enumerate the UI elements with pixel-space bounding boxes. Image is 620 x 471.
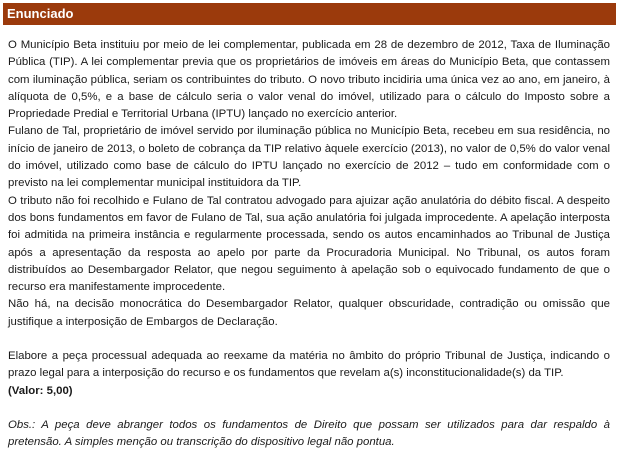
paragraph-2: Fulano de Tal, proprietário de imóvel servido por iluminação pública no Município Beta, recebeu em sua residência, no início de janeiro de 2013, o boleto de cobrança da TIP relativo àquele exercício (2013), no valor de 0,5% do valor venal do imóvel, utilizado como base de cálculo do IPTU lançado no exercício de 2012 – tudo em conformidade com o previsto na lei complementar municipal instituidora da TIP. (8, 125, 610, 190)
spacer (8, 400, 610, 417)
paragraph-3: O tributo não foi recolhido e Fulano de Tal contratou advogado para ajuizar ação anulatória do débito fiscal. A despeito dos bons fundamentos em favor de Fulano de Tal, sua ação anulatória foi julgada improcedente. A apelação interposta foi admitida na primeira instância e regularmente processada, sendo os autos encaminhados ao Tribunal de Justiça após a apresentação da resposta ao apelo por parte da Procuradoria Municipal. No Tribunal, os autos foram distribuídos ao Desembargador Relator, que negou seguimento à apelação sob o equivocado fundamento de que o recurso era manifestamente improcedente. (8, 194, 610, 294)
task-value: (Valor: 5,00) (8, 384, 73, 397)
observation-note: Obs.: A peça deve abranger todos os fundamentos de Direito que possam ser utilizados para dar respaldo à pretensão. A simples menção ou transcrição do dispositivo legal não pontua. (8, 418, 610, 449)
statement-body (8, 37, 610, 452)
paragraph-4: Não há, na decisão monocrática do Desembargador Relator, qualquer obscuridade, contradição ou omissão que justifique a interposição de Embargos de Declaração. (8, 298, 610, 328)
task-paragraph (8, 348, 610, 400)
spacer (8, 331, 610, 348)
task-text: Elabore a peça processual adequada ao reexame da matéria no âmbito do próprio Tribunal de Justiça, indicando o prazo legal para a interposição do recurso e os fundamentos que revelam a(s) inconstitucionalidade(s) da TIP. (8, 350, 610, 380)
section-header (3, 3, 616, 25)
section-title: Enunciado (7, 6, 74, 21)
paragraph-1: O Município Beta instituiu por meio de lei complementar, publicada em 28 de dezembro de 2012, Taxa de Iluminação Pública (TIP). A lei complementar previa que os proprietários de imóveis em áreas do Município Beta, que contassem com iluminação pública, seriam os contribuintes do tributo. O novo tributo incidiria uma única vez ao ano, em janeiro, à alíquota de 0,5%, e a base de cálculo seria o valor venal do imóvel, utilizado para o cálculo do Imposto sobre a Propriedade Predial e Territorial Urbana (IPTU) lançado no exercício anterior. (8, 39, 610, 121)
